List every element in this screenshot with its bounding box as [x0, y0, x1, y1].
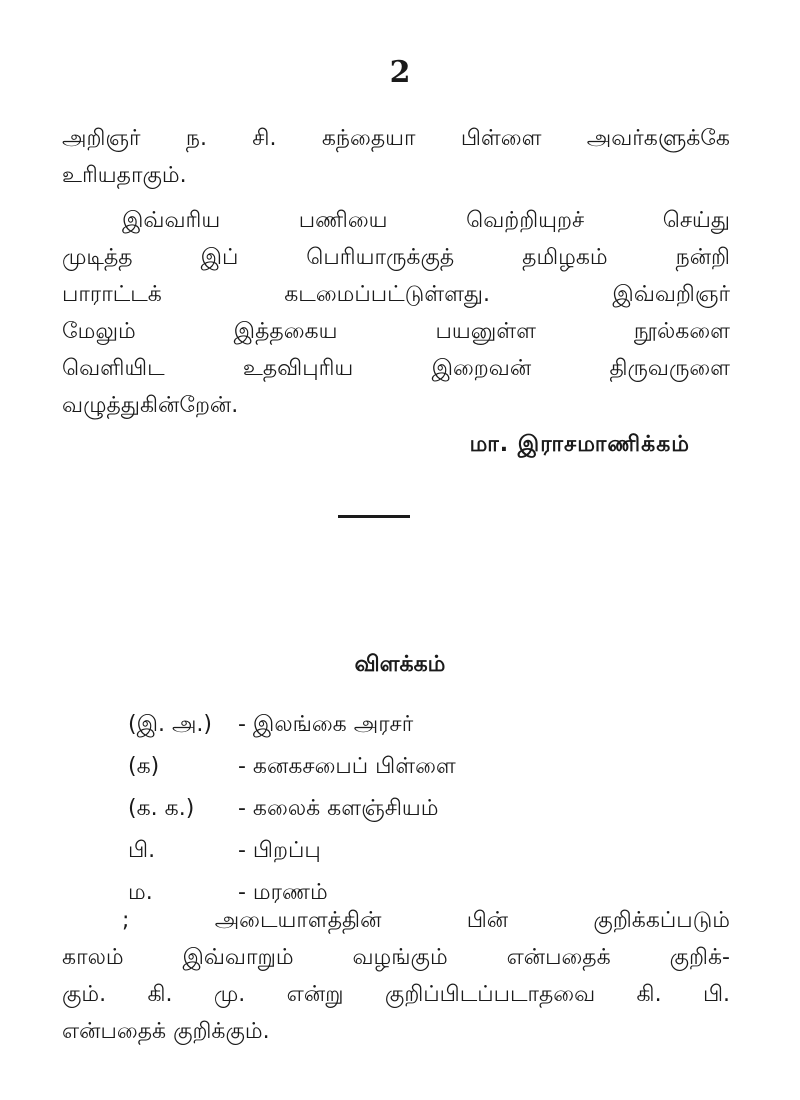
text-line: அறிஞர் ந. சி. கந்தையா பிள்ளை அவர்களுக்கே — [62, 126, 730, 151]
paragraph-intro — [62, 120, 730, 194]
text-line: ; அடையாளத்தின் பின் குறிக்கப்படும் — [122, 908, 730, 933]
legend-item — [128, 789, 456, 831]
text-line: இவ்வரிய பணியை வெற்றியுறச் செய்து — [122, 208, 730, 233]
text-line: கும். கி. மு. என்று குறிப்பிடப்படாதவை கி. பி. — [62, 982, 730, 1007]
section-divider — [338, 515, 410, 518]
legend-definition: - மரணம் — [238, 880, 328, 905]
paragraph-thanks — [62, 202, 730, 424]
legend-abbreviation: ம. — [128, 880, 153, 905]
legend-item — [128, 831, 456, 873]
text-line: மேலும் இத்தகைய பயனுள்ள நூல்களை — [62, 319, 730, 344]
text-line: முடித்த இப் பெரியாருக்குத் தமிழகம் நன்றி — [62, 245, 730, 270]
legend-definition: - இலங்கை அரசர் — [238, 712, 414, 737]
page-number: 2 — [389, 55, 411, 90]
text-line: வெளியிட உதவிபுரிய இறைவன் திருவருளை — [62, 356, 730, 381]
legend-definition: - கலைக் களஞ்சியம் — [238, 796, 439, 821]
author-signature: மா. இராசமாணிக்கம் — [469, 432, 690, 457]
legend-title: விளக்கம் — [354, 652, 446, 677]
legend-item — [128, 705, 456, 747]
text-line: காலம் இவ்வாறும் வழங்கும் என்பதைக் குறிக்- — [62, 945, 730, 970]
legend-definition: - கனகசபைப் பிள்ளை — [238, 754, 456, 779]
text-line: உரியதாகும். — [62, 163, 187, 188]
text-line: என்பதைக் குறிக்கும். — [62, 1019, 270, 1044]
legend-abbreviation: (இ. அ.) — [128, 712, 212, 737]
text-line: பாராட்டக் கடமைப்பட்டுள்ளது. இவ்வறிஞர் — [62, 282, 730, 307]
legend-definition: - பிறப்பு — [238, 838, 321, 863]
paragraph-note — [62, 902, 730, 1050]
legend-abbreviation: (க) — [128, 754, 160, 779]
legend-list — [128, 705, 456, 915]
text-line: வழுத்துகின்றேன். — [62, 393, 239, 418]
legend-abbreviation: (க. க.) — [128, 796, 195, 821]
legend-item — [128, 747, 456, 789]
legend-abbreviation: பி. — [128, 838, 156, 863]
